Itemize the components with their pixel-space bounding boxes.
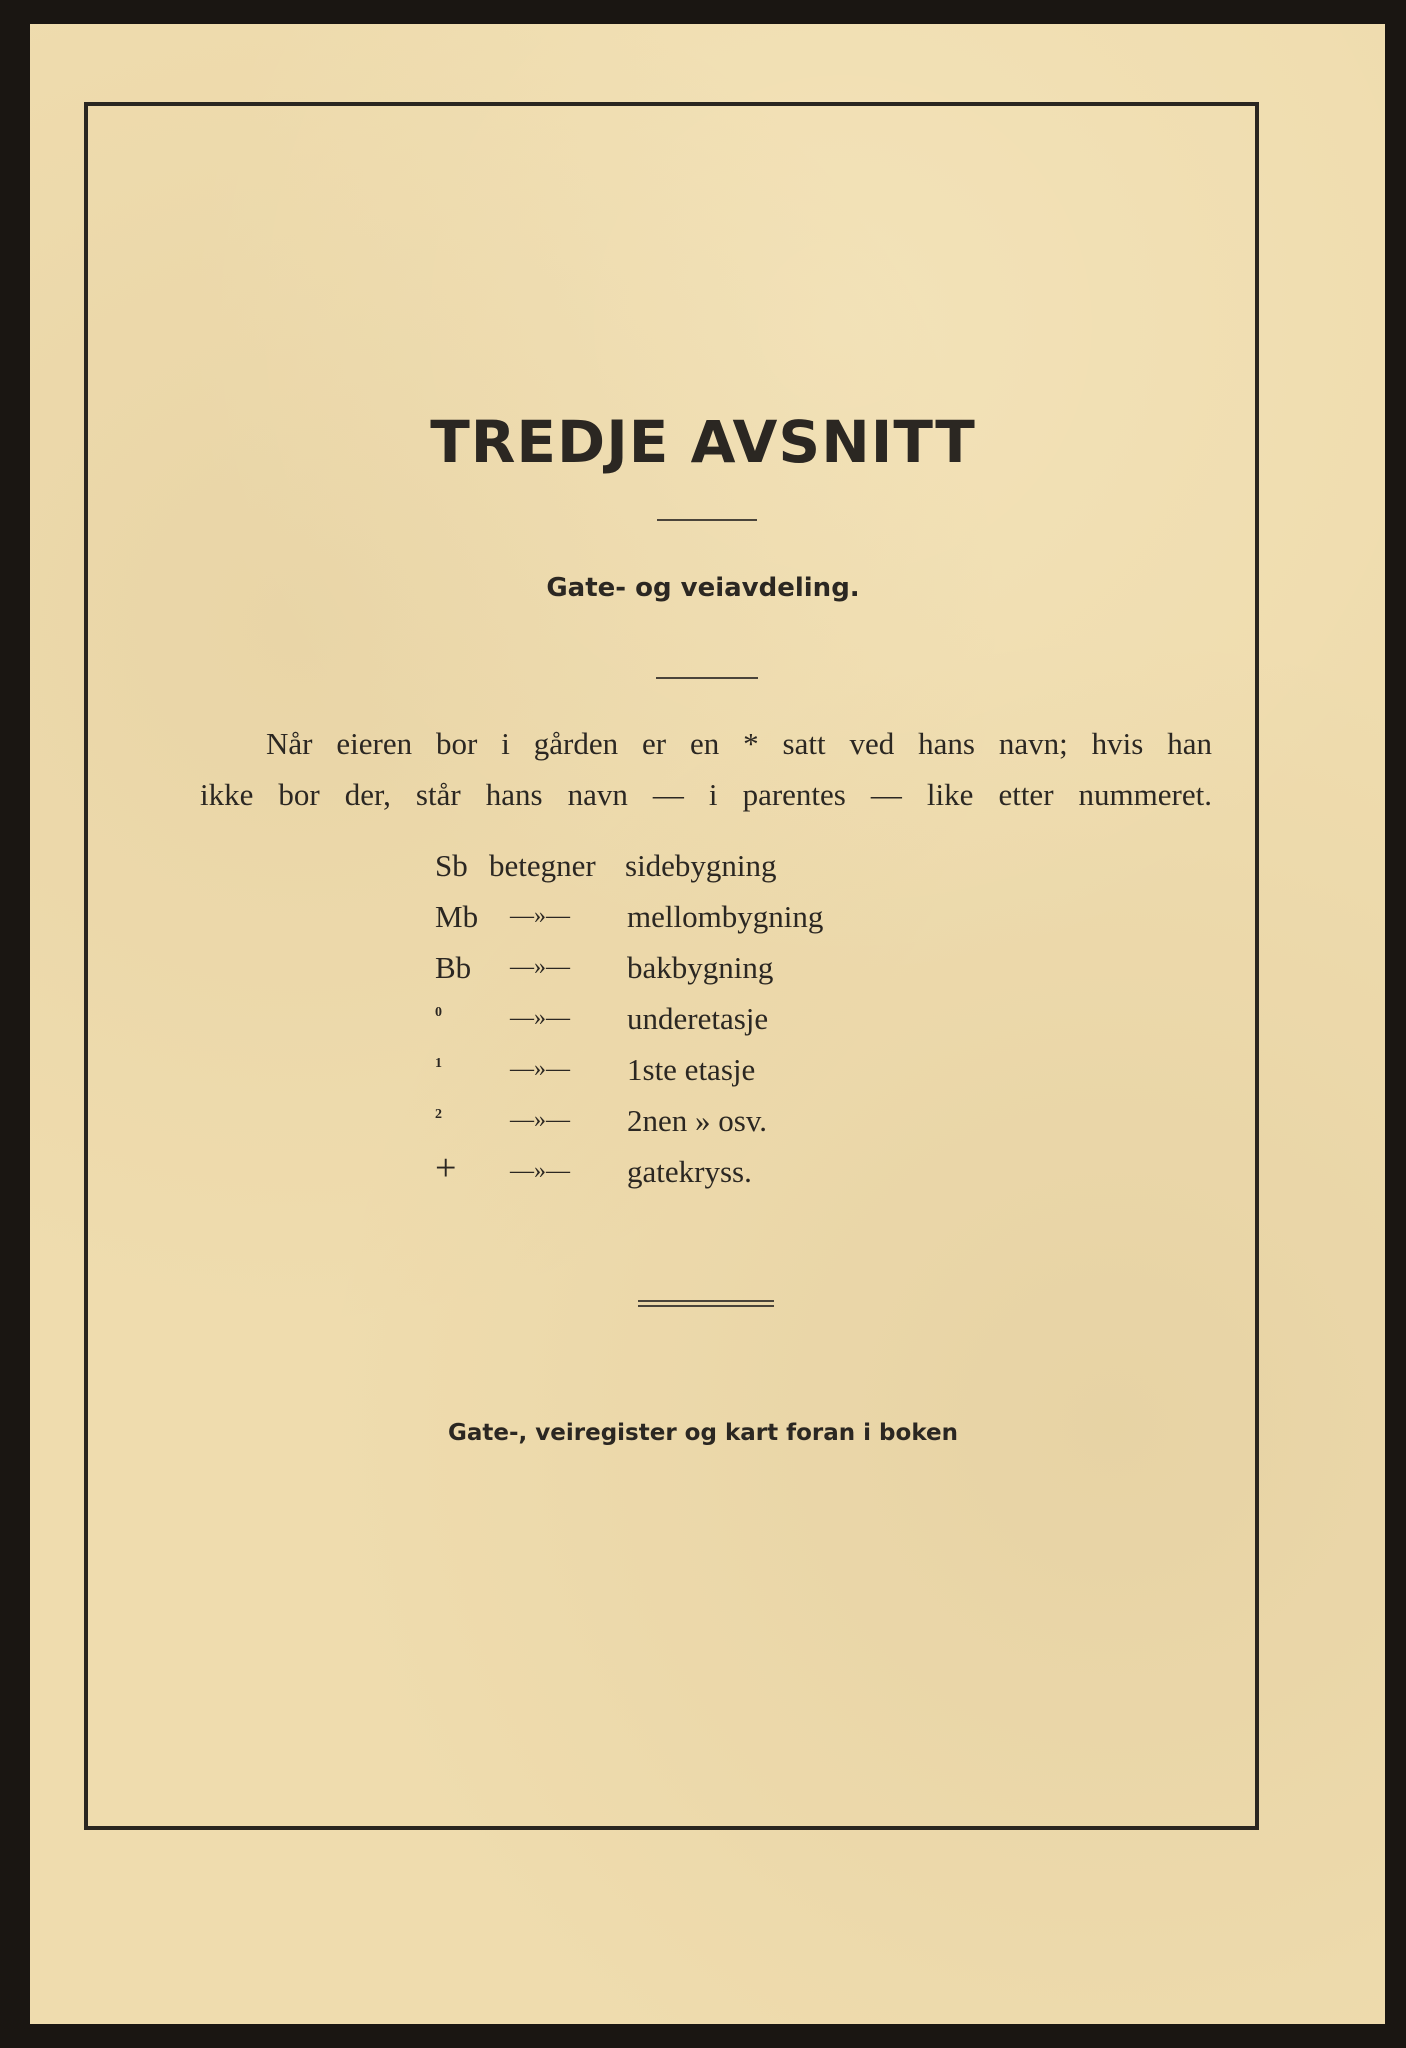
legend-meaning: 1ste etasje (627, 1052, 756, 1087)
legend-meaning: sidebygning (625, 848, 777, 883)
legend-symbol-superscript: 1 (435, 1056, 442, 1071)
legend-meaning: underetasje (627, 1001, 769, 1036)
double-rule-bottom (638, 1305, 774, 1307)
ditto-mark: —»— (510, 903, 570, 929)
ditto-mark: —»— (510, 1158, 570, 1184)
legend-symbol: Mb (435, 899, 479, 934)
legend-meaning: bakbygning (627, 950, 774, 985)
ditto-mark: —»— (510, 1056, 570, 1082)
plus-icon: + (435, 1147, 457, 1189)
legend-row-gatekryss (435, 1147, 935, 1205)
section-subtitle: Gate- og veiavdeling. (546, 573, 860, 603)
legend-symbol: Bb (435, 950, 472, 985)
legend-meaning: gatekryss. (627, 1154, 752, 1189)
legend-row-mb (435, 899, 935, 950)
legend-row-1ste (435, 1052, 935, 1103)
legend-meaning: 2nen » osv. (627, 1103, 768, 1138)
ditto-mark: —»— (510, 1107, 570, 1133)
legend-row-underetasje (435, 1001, 935, 1052)
legend-row-sb (435, 848, 935, 899)
footer-note: Gate-, veiregister og kart foran i boken (448, 1420, 958, 1446)
legend-symbol: Sb (435, 848, 468, 883)
double-rule-top (638, 1300, 774, 1302)
abbreviation-legend (435, 848, 935, 1205)
ditto-mark: —»— (510, 1005, 570, 1031)
section-title: TREDJE AVSNITT (430, 408, 976, 476)
subtitle-divider (656, 677, 758, 679)
intro-line-1: Når eieren bor i gården er en * satt ved hans navn; hvis han (266, 726, 1212, 761)
legend-row-2nen (435, 1103, 935, 1154)
legend-symbol-superscript: 2 (435, 1107, 442, 1122)
intro-paragraph (200, 718, 1212, 820)
title-divider (657, 519, 757, 521)
legend-meaning: mellombygning (627, 899, 824, 934)
legend-symbol-superscript: 0 (435, 1005, 442, 1020)
intro-line-2: ikke bor der, står hans navn — i parentes — like etter nummeret. (200, 777, 1212, 812)
legend-verb: betegner (489, 848, 596, 883)
legend-row-bb (435, 950, 935, 1001)
ditto-mark: —»— (510, 954, 570, 980)
